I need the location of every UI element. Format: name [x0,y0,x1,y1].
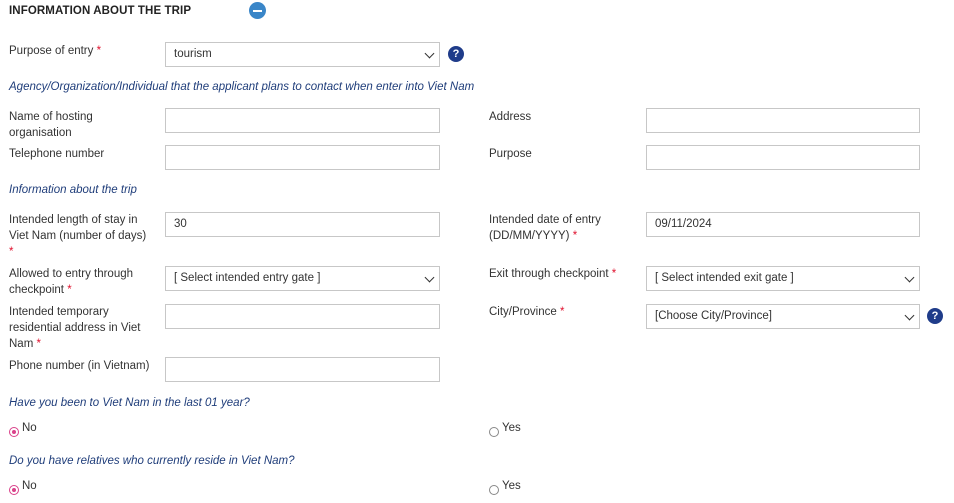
chevron-down-icon [905,311,915,321]
visited-yes-radio[interactable] [489,427,499,437]
visited-no-radio[interactable] [9,427,19,437]
required-marker: * [67,284,72,296]
entry-date-label-line2 [489,228,601,244]
entry-gate-value: [ Select intended entry gate ] [174,272,321,284]
required-marker: * [611,268,617,280]
question-circle-icon[interactable]: ? [927,308,943,324]
required-marker: * [572,230,578,242]
entry-gate-select[interactable] [165,266,440,291]
required-marker: * [559,306,565,318]
entry-date-value: 09/11/2024 [655,218,712,230]
purpose-value: tourism [174,48,212,60]
entry-date-label-line1: Intended date of entry [489,214,601,226]
temp-address-label-line2: residential address in Viet [9,322,141,334]
stay-length-value: 30 [174,218,187,230]
required-marker: * [96,45,102,57]
exit-gate-select[interactable] [646,266,920,291]
required-marker: * [9,246,14,258]
purpose-label-text: Purpose of entry [9,45,94,57]
stay-length-label-line1: Intended length of stay in [9,214,138,226]
address-input[interactable] [646,108,920,133]
visited-question: Have you been to Viet Nam in the last 01 year? [9,397,250,409]
relatives-yes-label: Yes [502,480,521,492]
temp-address-label [9,304,140,352]
purpose-label [9,43,101,59]
question-circle-icon[interactable]: ? [448,46,464,62]
vn-phone-input[interactable] [165,357,440,382]
telephone-label: Telephone number [9,148,105,160]
purpose-select[interactable] [165,42,440,67]
hosting-name-label-line2: organisation [9,127,72,139]
city-value: [Choose City/Province] [655,310,772,322]
relatives-no-radio[interactable] [9,485,19,495]
exit-checkpoint-label-text: Exit through checkpoint [489,268,609,280]
trip-heading: Information about the trip [9,184,137,196]
telephone-input[interactable] [165,145,440,170]
chevron-down-icon [425,273,435,283]
temp-address-label-text: Nam [9,338,34,350]
entry-checkpoint-label-line1: Allowed to entry through [9,268,134,280]
temp-address-input[interactable] [165,304,440,329]
agency-heading: Agency/Organization/Individual that the applicant plans to contact when enter into Viet Nam [9,81,475,93]
hosting-name-label-line1: Name of hosting [9,111,93,123]
visited-yes-label: Yes [502,422,521,434]
exit-checkpoint-label [489,266,616,282]
city-label-text: City/Province [489,306,557,318]
minus-circle-icon[interactable] [249,2,266,19]
relatives-yes-radio[interactable] [489,485,499,495]
entry-checkpoint-label-text: checkpoint [9,284,64,296]
city-label [489,304,564,320]
entry-date-input[interactable] [646,212,920,237]
vn-phone-label: Phone number (in Vietnam) [9,360,150,372]
agency-purpose-label: Purpose [489,148,532,160]
stay-length-input[interactable] [165,212,440,237]
hosting-name-label [9,109,93,141]
agency-purpose-input[interactable] [646,145,920,170]
hosting-name-input[interactable] [165,108,440,133]
visited-no-label: No [22,422,37,434]
chevron-down-icon [425,49,435,59]
temp-address-label-line1: Intended temporary [9,306,109,318]
entry-date-format: (DD/MM/YYYY) [489,230,570,242]
relatives-question: Do you have relatives who currently reside in Viet Nam? [9,455,295,467]
temp-address-label-line3 [9,336,140,352]
city-select[interactable] [646,304,920,329]
address-label: Address [489,111,532,123]
exit-gate-value: [ Select intended exit gate ] [655,272,794,284]
entry-checkpoint-label-line2 [9,282,133,298]
stay-length-label-line2: Viet Nam (number of days) [9,230,147,242]
required-marker: * [36,338,41,350]
entry-date-label [489,212,601,244]
chevron-down-icon [905,273,915,283]
relatives-no-label: No [22,480,37,492]
entry-checkpoint-label [9,266,133,298]
stay-length-label [9,212,146,260]
section-title: INFORMATION ABOUT THE TRIP [9,5,192,17]
